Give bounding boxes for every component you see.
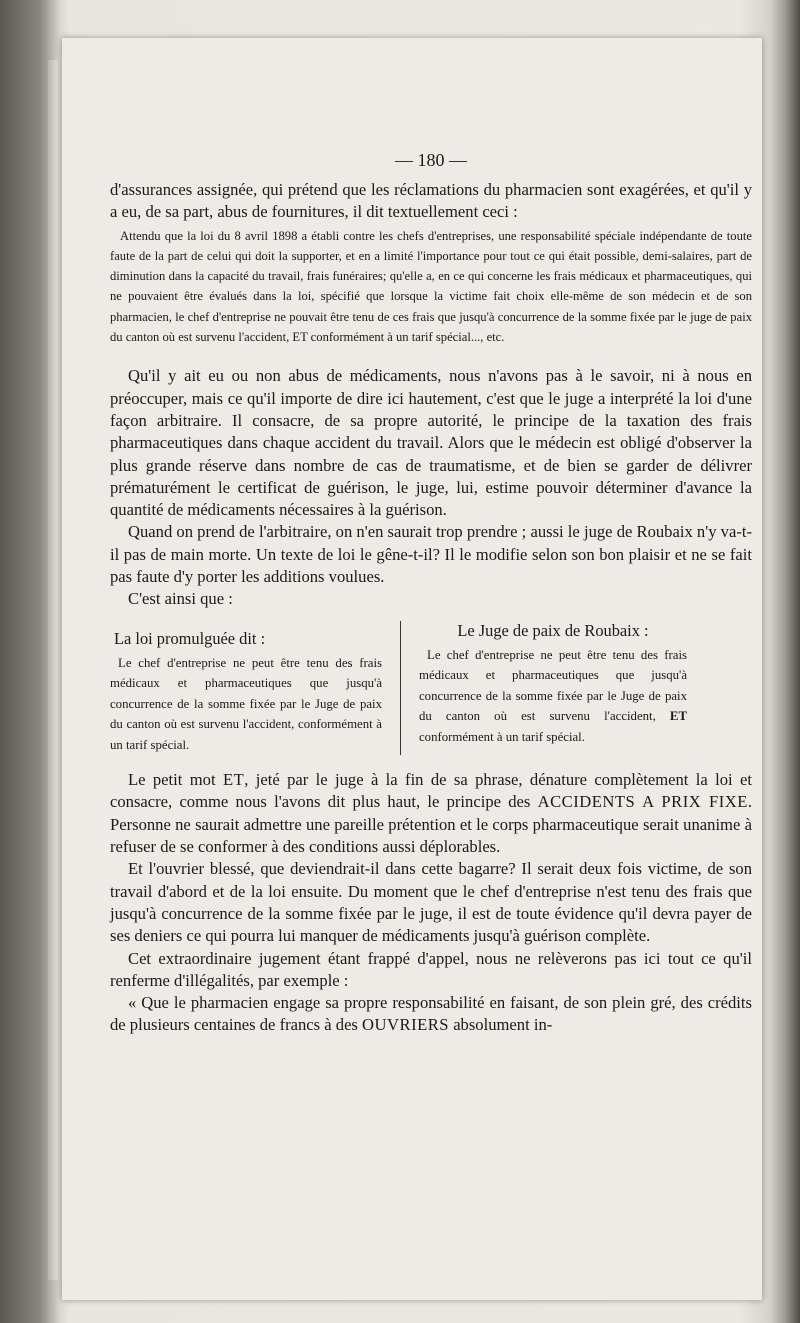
paragraph-5: Et l'ouvrier blessé, que deviendrait-il dans cette bagarre? Il serait deux fois victime, de son travail d'abord et de la loi ensuite. Du moment que le chef d'entreprise n'est tenu des frais que jusqu'à concurrence de la somme fixée par le juge, il est de toute évidence qu'il devra payer de ses deniers ce qui pourra lui manquer de médicaments jusqu'à guérison complète. [110,859,752,946]
paragraph-7-a: « Que le pharmacien engage sa propre responsabilité en faisant, de son plein gré, des crédits de plusieurs centaines de francs à des [110,993,752,1035]
paragraph-6: Cet extraordinaire jugement étant frappé d'appel, nous ne relèverons pas ici tout ce qu'il renferme d'illégalités, par exemple : [110,948,752,990]
column-judge-heading: Le Juge de paix de Roubaix : [457,620,649,640]
comparison-columns [110,621,752,756]
paragraph-2: Quand on prend de l'arbitraire, on n'en saurait trop prendre ; aussi le juge de Roubaix n'y va-t-il pas de main morte. Un texte de loi le gêne-t-il? Il le modifie selon son bon plaisir et ne se fait pas faute d'y porter les additions voulues. [110,522,752,587]
intro-paragraph: d'assurances assignée, qui prétend que les réclamations du pharmacien sont exagérées, et qu'il y a eu, de sa part, abus de fournitures, il dit textuellement ceci : [110,180,752,222]
column-judge-text-before: Le chef d'entreprise ne peut être tenu des frais médicaux et pharmaceutiques que jusqu'à concurrence de la somme fixée par le Juge de paix du canton où est survenu l'accident, [419,647,687,724]
paragraph-4-c: . Personne ne saurait admettre une pareille prétention et le corps pharmaceutique serait unanime à refuser de se conformer à des conditions aussi déplorables. [110,792,752,857]
column-law-heading: La loi promulguée dit : [114,628,266,648]
column-judge-text-after: conformément à un tarif spécial. [419,729,585,744]
page-edge [48,60,58,1280]
column-judge [400,621,687,756]
paragraph-4 [110,769,752,858]
paragraph-4-a: Le petit mot [128,770,216,790]
column-law-text: Le chef d'entreprise ne peut être tenu des frais médicaux et pharmaceutiques que jusqu'à concurrence de la somme fixée par le Juge de paix du canton où est survenu l'accident, conformément à un tarif spécial. [110,655,382,752]
column-law [110,621,392,756]
paragraph-4-b: , jeté par le juge à la fin de sa phrase, dénature complètement la loi et consacre, comme nous l'avons dit plus haut, le principe des [110,770,753,812]
column-judge-bold-word: ET [669,709,687,724]
paragraph-3: C'est ainsi que : [128,589,233,609]
column-judge-text [419,645,687,748]
quoted-judgment: Attendu que la loi du 8 avril 1898 a établi contre les chefs d'entreprises, une responsabilité spéciale indépendante de toute faute de la part de celui qui doit la supporter, et en a limité l'importance pour tout ce qui était possible, demi-salaires, part de diminution dans la capacité du travail, frais funéraires; qu'elle a, en ce qui concerne les frais médicaux et pharmaceutiques, qui ne pouvaient être évalués dans la loi, spécifié que lorsque la victime fait choix elle-même de son médecin et de son pharmacien, le chef d'entreprise ne pouvait être tenu de ces frais que jusqu'à concurrence de la somme fixée par le juge de paix du canton où est survenu l'accident, ET conformément à un tarif spécial..., etc. [110,228,752,345]
paragraph-7-smallcaps: OUVRIERS [362,1015,450,1035]
paragraph-7 [110,992,752,1037]
paragraph-4-smallcaps-1: ET [222,770,245,790]
page-content [110,140,752,1037]
paragraph-1: Qu'il y ait eu ou non abus de médicaments, nous n'avons pas à le savoir, ni à nous en préoccuper, mais ce qu'il importe de dire ici hautement, c'est que le juge a interprété la loi d'une façon arbitraire. Il consacre, de sa propre autorité, le principe de la taxation des frais pharmaceutiques dans chaque accident du travail. Alors que le médecin est obligé d'observer la plus grande réserve dans nombre de cas de traumatisme, et de bien se garder de délivrer prématurément le certificat de guérison, le juge, lui, estime pouvoir déterminer d'avance la quantité de médicaments nécessaires à la guérison. [110,366,752,520]
paragraph-4-smallcaps-2: ACCIDENTS A PRIX FIXE [537,792,748,812]
page-number: — 180 — [395,150,467,170]
paragraph-7-b: absolument in- [453,1015,553,1035]
